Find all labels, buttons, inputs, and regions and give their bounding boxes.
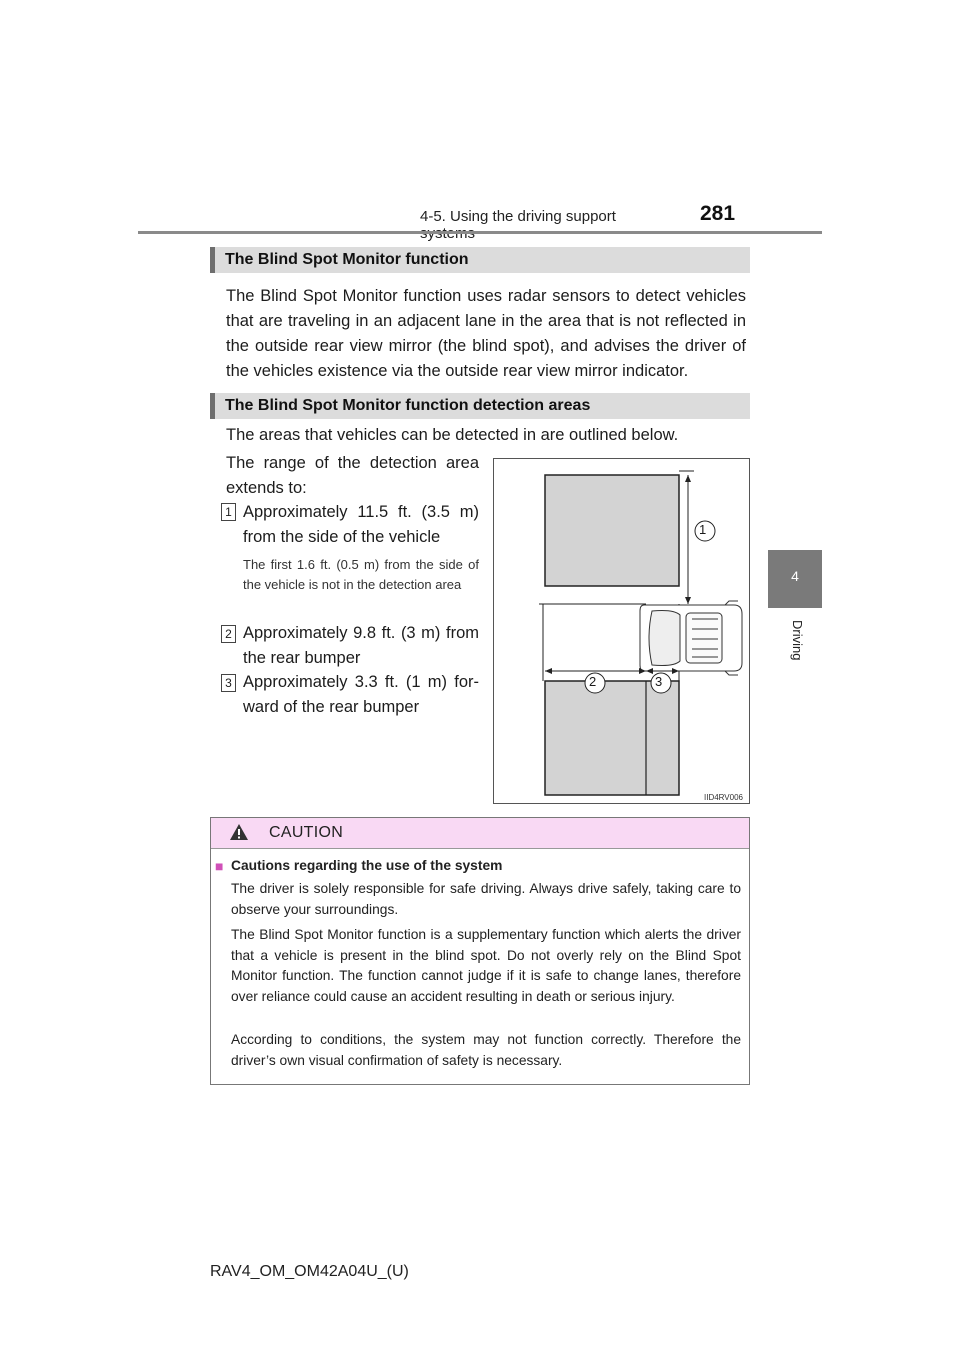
callout-3: 3	[655, 674, 663, 689]
caution-paragraph-3: According to conditions, the system may not function correctly. Therefore the driver’s own visual confirmation of safety is necessary.	[231, 1032, 741, 1068]
item-number-2: 2	[221, 625, 236, 643]
caution-header	[211, 818, 749, 849]
header-rule	[138, 231, 822, 234]
callout-1: 1	[699, 522, 707, 537]
section-heading-blind-spot-monitor: The Blind Spot Monitor function	[210, 247, 750, 273]
caution-paragraph-1: The driver is solely responsible for safe driving. Always drive safely, taking care to observe your surroundings.	[231, 881, 741, 917]
footer-doc-id: RAV4_OM_OM42A04U_(U)	[210, 1263, 409, 1280]
range-intro: The range of the detection area extends to:	[226, 454, 479, 497]
item-number-3: 3	[221, 674, 236, 692]
item-text-1: Approximately 11.5 ft. (3.5 m) from the side of the vehicle	[243, 503, 479, 546]
item-number-1: 1	[221, 503, 236, 521]
bullet-square-icon: ■	[215, 858, 224, 874]
caution-subheading: Cautions regarding the use of the system	[231, 858, 503, 873]
detection-intro: The areas that vehicles can be detected in are outlined below.	[226, 426, 679, 444]
chapter-label: Driving	[790, 620, 805, 661]
figure-code: IID4RV006	[704, 793, 743, 802]
detection-area-diagram	[493, 458, 750, 804]
item-text-2: Approximately 9.8 ft. (3 m) from the rear bumper	[243, 624, 479, 667]
caution-paragraph-2: The Blind Spot Monitor function is a supplementary function which alerts the driver that a vehicle is present in the blind spot. Do not overly rely on the Blind Spot Monitor function. The function cannot judge if it is safe to change lanes, therefore over reliance could cause an accident resulting in death or serious injury.	[231, 927, 741, 1004]
running-header-section: 4-5. Using the driving support	[420, 208, 616, 225]
detection-area-lower	[545, 681, 679, 795]
section-body-blind-spot-monitor: The Blind Spot Monitor function uses radar sensors to detect vehicles that are traveling in an adjacent lane in the area that is not reflected in the outside rear view mirror (the blind spot), and advises the driver of the vehicles existence via the outside rear view mirror indicator.	[226, 287, 746, 380]
caution-box	[210, 817, 750, 1085]
caution-title: CAUTION	[269, 824, 344, 841]
section-heading-detection-areas: The Blind Spot Monitor function detection areas	[210, 393, 750, 419]
warning-icon	[229, 823, 249, 841]
vehicle-icon	[640, 601, 742, 675]
page-number: 281	[700, 202, 736, 225]
chapter-number: 4	[791, 568, 799, 584]
detection-area-upper	[545, 475, 679, 586]
callout-2: 2	[589, 674, 597, 689]
item-text-3: Approximately 3.3 ft. (1 m) for-ward of the rear bumper	[243, 673, 479, 716]
item-note-1: The first 1.6 ft. (0.5 m) from the side of the vehicle is not in the detection area	[243, 557, 479, 592]
